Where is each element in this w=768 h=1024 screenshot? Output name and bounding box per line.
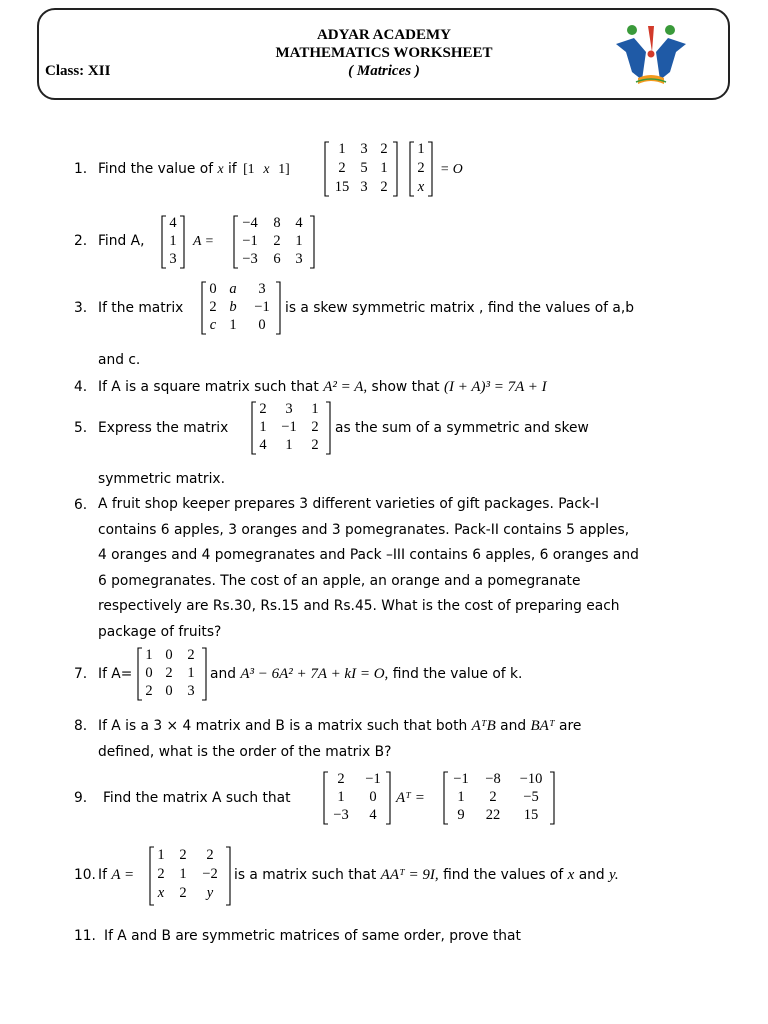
q1-number: 1.	[74, 161, 88, 177]
q3-matrix: 0 a 3 2 b −1 c 1 0	[200, 280, 282, 336]
q9-text-pre: Find the matrix A such that	[103, 790, 291, 806]
q1-matrix-a: 1 3 2 2 5 1 15 3 2	[323, 140, 399, 198]
q10-text-pre: If A =	[98, 867, 135, 883]
q2-text: Find A,	[98, 233, 145, 249]
q3-text-post: is a skew symmetric matrix , find the values of a,b	[285, 300, 634, 316]
q2-number: 2.	[74, 233, 88, 249]
q3-number: 3.	[74, 300, 88, 316]
q5-number: 5.	[74, 420, 88, 436]
q10-text-post: is a matrix such that AAᵀ = 9I, find the values of x and y.	[234, 867, 619, 883]
q9-number: 9.	[74, 790, 88, 806]
q8-number: 8.	[74, 718, 88, 734]
q2-matrix-rhs: −4 8 4 −1 2 1 −3 6 3	[232, 214, 316, 270]
q4-text: If A is a square matrix such that A² = A, show that (I + A)³ = 7A + I	[98, 379, 547, 395]
worksheet-subtitle: ( Matrices )	[348, 63, 420, 79]
q5-text-cont: symmetric matrix.	[98, 471, 225, 487]
q10-number: 10.	[74, 867, 96, 883]
q9-at-equals: Aᵀ =	[396, 790, 425, 806]
q9-matrix-lhs: 2 −1 1 0 −3 4	[322, 770, 392, 826]
q8-line2: defined, what is the order of the matrix B?	[98, 744, 392, 760]
q10-matrix: 1 2 2 2 1 −2 x 2 y	[148, 845, 232, 907]
q7-number: 7.	[74, 666, 88, 682]
q11-text: If A and B are symmetric matrices of same order, prove that	[104, 928, 521, 944]
q6-paragraph: A fruit shop keeper prepares 3 different varieties of gift packages. Pack-I contains 6 apples, 3 oranges and 3 pomegranates. Pack-II contains 5 apples, 4 oranges and 4 pomegranates and Pack –III contains 6 apples, 6 oranges and 6 pomegranates. The cost of an apple, an orange and a pomegranate respectively are Rs.30, Rs.15 and Rs.45. What is the cost of preparing each package of fruits?	[98, 496, 639, 640]
q5-text-post: as the sum of a symmetric and skew	[335, 420, 589, 436]
q3-text-cont: and c.	[98, 352, 141, 368]
q6-number: 6.	[74, 497, 88, 513]
class-label: Class: XII	[45, 63, 111, 79]
q11-number: 11.	[74, 928, 96, 944]
school-logo-icon	[612, 22, 690, 90]
q7-text-post: and A³ − 6A² + 7A + kI = O, find the value of k.	[210, 666, 523, 682]
q9-matrix-rhs: −1 −8 −10 1 2 −5 9 22 15	[442, 770, 556, 826]
worksheet-title: MATHEMATICS WORKSHEET	[275, 45, 493, 61]
q8-line1: If A is a 3 × 4 matrix and B is a matrix such that both AᵀB and BAᵀ are	[98, 718, 582, 734]
q4-number: 4.	[74, 379, 88, 395]
q1-equals-zero: = O	[440, 161, 463, 176]
q5-matrix: 2 3 1 1 −1 2 4 1 2	[250, 400, 332, 456]
q7-text-pre: If A=	[98, 666, 133, 682]
q5-text-pre: Express the matrix	[98, 420, 229, 436]
q2-a-equals: A =	[193, 233, 214, 248]
q1-matrix-b: 1 2 x	[408, 140, 434, 198]
q2-matrix-column: 4 1 3	[160, 214, 186, 270]
school-name: ADYAR ACADEMY	[316, 27, 452, 43]
q1-text: Find the value of x if [1 x 1]	[98, 161, 290, 177]
q7-matrix: 1 0 2 0 2 1 2 0 3	[136, 646, 208, 702]
q3-text-pre: If the matrix	[98, 300, 184, 316]
